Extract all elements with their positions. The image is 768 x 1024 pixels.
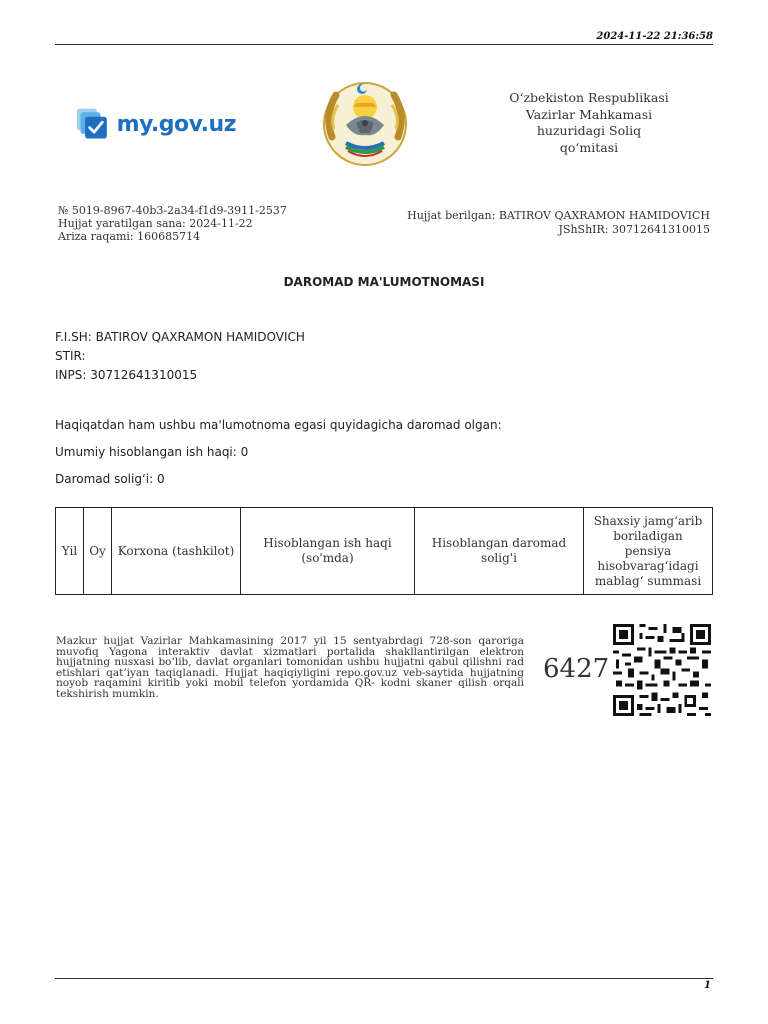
col-tax: Hisoblangan daromad solig'i [415, 508, 584, 595]
document-title: DAROMAD MA'LUMOTNOMASI [283, 275, 485, 289]
bottom-divider [55, 978, 713, 979]
document-check-icon [76, 106, 109, 142]
col-year: Yil [56, 508, 84, 595]
recipient-meta [407, 209, 710, 236]
org-line: Vazirlar Mahkamasi [525, 106, 653, 122]
total-salary: Umumiy hisoblangan ish haqi: 0 [55, 445, 249, 459]
income-intro: Haqiqatdan ham ushbu ma'lumotnoma egasi quyidagicha daromad olgan: [55, 418, 502, 432]
qr-code-icon[interactable] [613, 624, 711, 716]
person-inps: INPS: 30712641310015 [55, 368, 198, 382]
col-pension: Shaxsiy jamg‘arib boriladigan pensiya hisobvarag‘idagi mablag‘ summasi [584, 508, 713, 595]
col-month: Oy [84, 508, 112, 595]
jshshir: JShShIR: 30712641310015 [558, 222, 710, 236]
page-number: 1 [704, 980, 711, 991]
col-organization: Korxona (tashkilot) [112, 508, 241, 595]
org-line: qo‘mitasi [559, 139, 619, 155]
state-emblem-icon [318, 77, 412, 169]
logo-text: my.gov.uz [116, 111, 236, 137]
person-info [55, 328, 305, 385]
top-divider [55, 44, 713, 45]
income-tax: Daromad solig‘i: 0 [55, 472, 165, 486]
document-number: № 5019-8967-40b3-2a34-f1d9-3911-2537 [58, 204, 287, 217]
document-timestamp: 2024-11-22 21:36:58 [596, 31, 713, 42]
table-header-row [56, 508, 713, 595]
mygov-logo[interactable] [76, 104, 236, 144]
application-number: Ariza raqami: 160685714 [58, 230, 201, 243]
org-line: huzuridagi Soliq [536, 123, 642, 138]
issuing-organization [500, 90, 678, 156]
col-salary: Hisoblangan ish haqi (so'mda) [241, 508, 415, 595]
person-stir: STIR: [55, 349, 86, 363]
verification-code: 6427 [543, 654, 610, 684]
created-date: Hujjat yaratilgan sana: 2024-11-22 [58, 217, 253, 230]
income-table [55, 507, 713, 595]
person-name: F.I.SH: BATIROV QAXRAMON HAMIDOVICH [55, 330, 305, 344]
legal-note: Mazkur hujjat Vazirlar Mahkamasining 2017 yil 15 sentyabrdagi 728-son qaroriga muvofiq Yagona interaktiv davlat xizmatlari portalida shakllantirilgan elektron hujjatning nusxasi bo‘lib, davlat organlari tomonidan ushbu hujjatni qabul qilishni rad etishlari qat’iyan taqiqlanadi. Hujjat haqiqiyligini repo.gov.uz veb-saytida hujjatning noyob raqamini kiritib yoki mobil telefon yordamida QR- kodni skaner qilish orqali tekshirish mumkin. [56, 635, 524, 700]
document-meta [58, 204, 287, 243]
issued-to: Hujjat berilgan: BATIROV QAXRAMON HAMIDOVICH [407, 209, 710, 222]
org-line: O‘zbekiston Respublikasi [509, 90, 669, 105]
